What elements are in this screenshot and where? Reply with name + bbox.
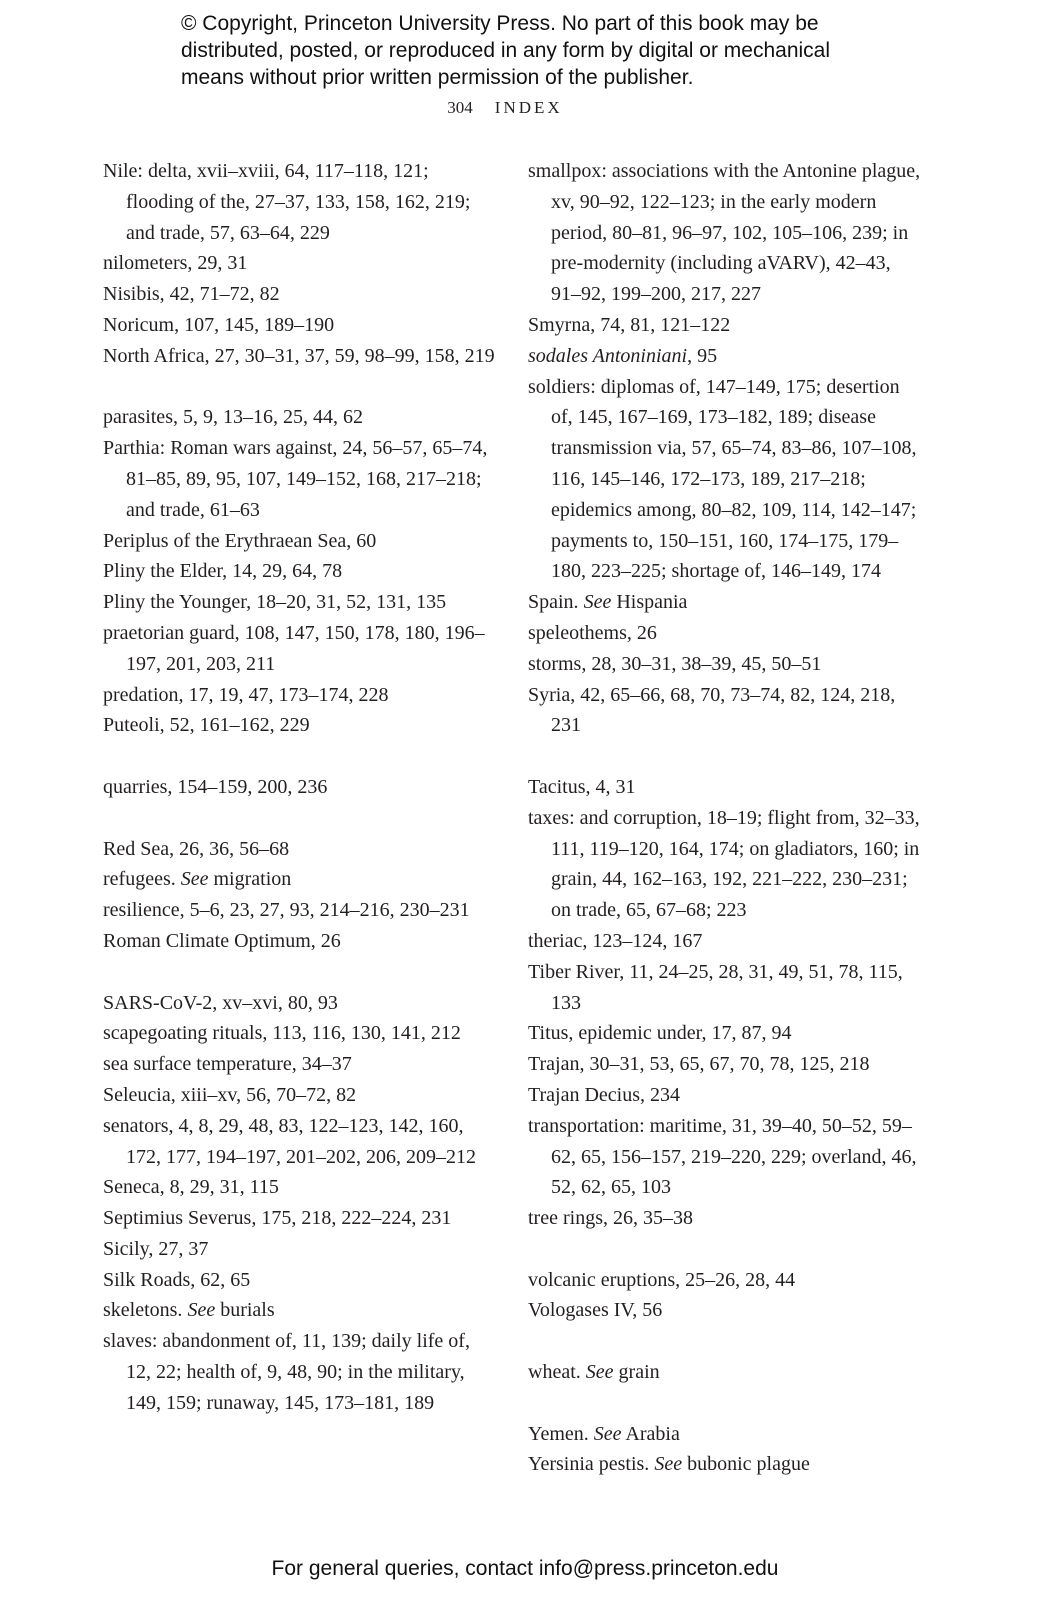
index-entry <box>103 556 498 587</box>
copyright-notice <box>181 10 941 91</box>
index-term-italic: sodales Antoniniani <box>528 344 688 367</box>
see-reference: See <box>593 1422 622 1445</box>
index-entry <box>528 803 923 926</box>
index-entry-text: Yersinia pestis. <box>528 1453 655 1476</box>
index-entry <box>103 926 498 957</box>
index-entry-text: Trajan, 30–31, 53, 65, 67, 70, 78, 125, 218 <box>528 1053 870 1076</box>
index-entry-text: SARS-CoV-2, xv–xvi, 80, 93 <box>103 991 338 1014</box>
index-entry <box>103 1018 498 1049</box>
index-entry <box>528 926 923 957</box>
footer-contact: For general queries, contact info@press.princeton.edu <box>271 1557 779 1580</box>
index-entry-text: Seleucia, xiii–xv, 56, 70–72, 82 <box>103 1083 357 1106</box>
index-entry-text: theriac, 123–124, 167 <box>528 929 703 952</box>
index-entry <box>103 618 498 680</box>
index-entry <box>528 1018 923 1049</box>
index-entry-text: smallpox: associations with the Antonine plague, xv, 90–92, 122–123; in the early modern period, 80–81, 96–97, 102, 105–106, 239; in pre-modernity (including aVARV), 42–43, 91–92, 199–200, 217, 227 <box>528 160 921 306</box>
index-entry-text: skeletons. <box>103 1299 188 1322</box>
index-entry <box>528 1080 923 1111</box>
index-entry-text: Red Sea, 26, 36, 56–68 <box>103 837 290 860</box>
index-entry-text: Noricum, 107, 145, 189–190 <box>103 313 335 336</box>
index-entry <box>103 1234 498 1265</box>
index-entry <box>103 341 498 372</box>
see-reference: See <box>654 1453 683 1476</box>
see-reference: See <box>585 1361 614 1384</box>
index-entry <box>103 772 498 803</box>
index-entry-text: Trajan Decius, 234 <box>528 1083 681 1106</box>
index-entry <box>103 1111 498 1173</box>
index-entry-suffix: burials <box>215 1299 275 1322</box>
index-entry <box>528 341 923 372</box>
index-entry-suffix: , 95 <box>687 344 718 367</box>
index-entry <box>528 772 923 803</box>
section-title: INDEX <box>494 98 563 117</box>
index-entry <box>103 1172 498 1203</box>
index-entry-text: refugees. <box>103 868 181 891</box>
index-entry <box>528 587 923 618</box>
index-entry-text: speleothems, 26 <box>528 621 657 644</box>
index-entry-text: Parthia: Roman wars against, 24, 56–57, 65–74, 81–85, 89, 95, 107, 149–152, 168, 217–218; and trade, 61–63 <box>103 437 488 521</box>
index-entry <box>528 680 923 742</box>
see-reference: See <box>180 868 209 891</box>
index-entry <box>103 988 498 1019</box>
index-entry <box>528 310 923 341</box>
index-entry <box>103 279 498 310</box>
index-entry-suffix: grain <box>613 1361 660 1384</box>
index-entry-text: Vologases IV, 56 <box>528 1299 663 1322</box>
index-entry-text: parasites, 5, 9, 13–16, 25, 44, 62 <box>103 406 363 429</box>
index-entry-text: North Africa, 27, 30–31, 37, 59, 98–99, 158, 219 <box>103 344 495 367</box>
index-column-right <box>528 156 923 1480</box>
index-entry <box>528 372 923 588</box>
index-entry <box>103 1265 498 1296</box>
index-entry-text: Sicily, 27, 37 <box>103 1237 209 1260</box>
index-entry <box>528 156 923 310</box>
index-entry-text: Pliny the Elder, 14, 29, 64, 78 <box>103 560 343 583</box>
index-entry <box>103 710 498 741</box>
index-entry-text: transportation: maritime, 31, 39–40, 50–52, 59–62, 65, 156–157, 219–220, 229; overland, 46, 52, 62, 65, 103 <box>528 1114 917 1199</box>
index-entry <box>103 248 498 279</box>
copyright-line: means without prior written permission of the publisher. <box>181 66 694 89</box>
index-entry <box>103 587 498 618</box>
index-entry <box>528 1449 923 1480</box>
index-entry <box>528 1419 923 1450</box>
index-entry <box>103 156 498 248</box>
index-entry <box>528 1111 923 1203</box>
index-entry-text: Tacitus, 4, 31 <box>528 775 636 798</box>
index-entry-text: soldiers: diplomas of, 147–149, 175; desertion of, 145, 167–169, 173–182, 189; disease transmission via, 57, 65–74, 83–86, 107–108, 116, 145–146, 172–173, 189, 217–218; epidemics among, 80–82, 109, 114, 142–147; payments to, 150–151, 160, 174–175, 179–180, 223–225; shortage of, 146–149, 174 <box>528 375 917 583</box>
running-head <box>0 98 1010 118</box>
index-entry <box>103 895 498 926</box>
index-entry <box>103 310 498 341</box>
copyright-line: © Copyright, Princeton University Press. No part of this book may be <box>181 12 819 35</box>
index-entry-text: Seneca, 8, 29, 31, 115 <box>103 1176 279 1199</box>
index-entry-text: nilometers, 29, 31 <box>103 252 248 275</box>
copyright-line: distributed, posted, or reproduced in any form by digital or mechanical <box>181 39 831 62</box>
index-entry-suffix: Arabia <box>621 1422 680 1445</box>
index-entry-text: Septimius Severus, 175, 218, 222–224, 231 <box>103 1207 452 1230</box>
index-entry-text: Puteoli, 52, 161–162, 229 <box>103 714 310 737</box>
index-entry <box>103 1203 498 1234</box>
index-entry <box>103 1326 498 1418</box>
index-entry-text: tree rings, 26, 35–38 <box>528 1207 693 1230</box>
index-entry-text: sea surface temperature, 34–37 <box>103 1053 352 1076</box>
index-entry <box>528 1295 923 1326</box>
index-entry-text: Yemen. <box>528 1422 594 1445</box>
index-entry-text: Periplus of the Erythraean Sea, 60 <box>103 529 377 552</box>
index-entry-text: Nisibis, 42, 71–72, 82 <box>103 283 280 306</box>
page-number: 304 <box>447 98 473 117</box>
index-entry-text: resilience, 5–6, 23, 27, 93, 214–216, 230–231 <box>103 899 470 922</box>
index-entry <box>103 526 498 557</box>
index-entry <box>103 1049 498 1080</box>
index-entry <box>103 402 498 433</box>
index-entry <box>103 1295 498 1326</box>
see-reference: See <box>187 1299 216 1322</box>
index-entry <box>528 1357 923 1388</box>
index-entry-text: Pliny the Younger, 18–20, 31, 52, 131, 135 <box>103 591 447 614</box>
index-entry-text: slaves: abandonment of, 11, 139; daily life of, 12, 22; health of, 9, 48, 90; in the military, 149, 159; runaway, 145, 173–181, 189 <box>103 1330 470 1414</box>
index-entry-text: Smyrna, 74, 81, 121–122 <box>528 313 731 336</box>
see-reference: See <box>583 591 612 614</box>
index-entry-text: taxes: and corruption, 18–19; flight from, 32–33, 111, 119–120, 164, 174; on gladiators, 160; in grain, 44, 162–163, 192, 221–222, 230–231; on trade, 65, 67–68; 223 <box>528 806 920 922</box>
index-entry-text: Nile: delta, xvii–xviii, 64, 117–118, 121; flooding of the, 27–37, 133, 158, 162, 219; and trade, 57, 63–64, 229 <box>103 160 471 244</box>
index-entry-text: Titus, epidemic under, 17, 87, 94 <box>528 1022 792 1045</box>
index-entry-text: storms, 28, 30–31, 38–39, 45, 50–51 <box>528 652 822 675</box>
index-entry-text: quarries, 154–159, 200, 236 <box>103 775 328 798</box>
index-entry <box>528 649 923 680</box>
index-entry <box>528 1203 923 1234</box>
index-entry-suffix: bubonic plague <box>682 1453 810 1476</box>
index-entry-text: Silk Roads, 62, 65 <box>103 1268 251 1291</box>
index-entry <box>528 1049 923 1080</box>
index-entry <box>528 1265 923 1296</box>
index-entry <box>103 864 498 895</box>
index-entry <box>103 834 498 865</box>
index-entry <box>528 957 923 1019</box>
index-entry-text: Syria, 42, 65–66, 68, 70, 73–74, 82, 124, 218, 231 <box>528 683 896 737</box>
index-entry <box>103 680 498 711</box>
index-entry-text: senators, 4, 8, 29, 48, 83, 122–123, 142, 160, 172, 177, 194–197, 201–202, 206, 209–212 <box>103 1114 476 1168</box>
index-entry-text: Spain. <box>528 591 584 614</box>
index-entry-text: praetorian guard, 108, 147, 150, 178, 180, 196–197, 201, 203, 211 <box>103 621 485 675</box>
index-entry <box>103 433 498 525</box>
index-column-left <box>103 156 498 1419</box>
index-entry-text: wheat. <box>528 1361 586 1384</box>
index-entry <box>528 618 923 649</box>
index-entry-text: Tiber River, 11, 24–25, 28, 31, 49, 51, 78, 115, 133 <box>528 960 903 1014</box>
index-entry-text: volcanic eruptions, 25–26, 28, 44 <box>528 1268 796 1291</box>
index-entry-text: scapegoating rituals, 113, 116, 130, 141, 212 <box>103 1022 461 1045</box>
index-entry-text: Roman Climate Optimum, 26 <box>103 929 341 952</box>
index-entry <box>103 1080 498 1111</box>
index-entry-text: predation, 17, 19, 47, 173–174, 228 <box>103 683 389 706</box>
index-entry-suffix: migration <box>208 868 292 891</box>
index-entry-suffix: Hispania <box>611 591 688 614</box>
